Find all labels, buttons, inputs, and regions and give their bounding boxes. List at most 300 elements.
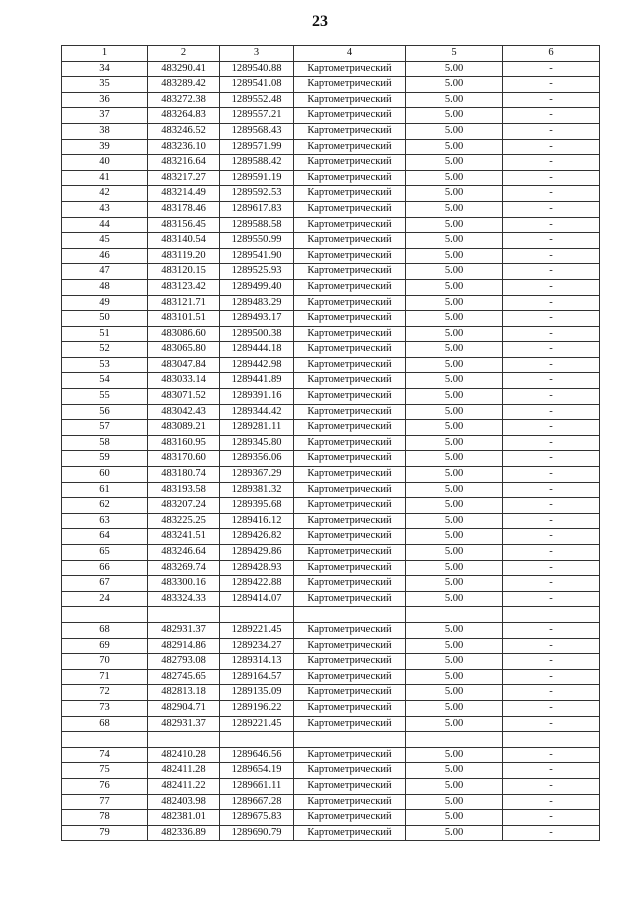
table-cell: Картометрический [294,825,406,841]
table-cell: 483216.64 [148,155,220,171]
table-cell: 1289234.27 [220,638,294,654]
table-cell: 483290.41 [148,61,220,77]
table-cell: 34 [62,61,148,77]
table-row [62,373,600,389]
table-cell: 5.00 [406,482,503,498]
table-cell: 5.00 [406,529,503,545]
table-cell: Картометрический [294,700,406,716]
table-cell: - [503,92,600,108]
table-cell: 38 [62,123,148,139]
table-cell: 5.00 [406,357,503,373]
table-cell: 1289588.58 [220,217,294,233]
table-cell: - [503,794,600,810]
table-cell: 483180.74 [148,467,220,483]
table-cell: 483121.71 [148,295,220,311]
table-cell: 5.00 [406,217,503,233]
table-cell: - [503,545,600,561]
table-cell: 5.00 [406,560,503,576]
table-cell: 5.00 [406,716,503,732]
table-cell: Картометрический [294,170,406,186]
table-cell: 59 [62,451,148,467]
table-row [62,638,600,654]
table-cell: - [503,763,600,779]
table-cell: 5.00 [406,685,503,701]
table-cell: Картометрический [294,654,406,670]
table-header [62,46,600,62]
table-row [62,451,600,467]
table-cell: - [503,435,600,451]
table-cell: 73 [62,700,148,716]
table-cell: 5.00 [406,123,503,139]
table-cell: 483269.74 [148,560,220,576]
table-cell: 62 [62,498,148,514]
table-cell: - [503,716,600,732]
table-cell: 483042.43 [148,404,220,420]
table-cell: 483246.52 [148,123,220,139]
table-cell: - [503,498,600,514]
table-cell: 36 [62,92,148,108]
table-cell: 482411.22 [148,778,220,794]
table-cell: 72 [62,685,148,701]
table-cell: Картометрический [294,279,406,295]
table-cell: Картометрический [294,389,406,405]
table-row [62,108,600,124]
table-cell: 77 [62,794,148,810]
table-cell: 63 [62,513,148,529]
table-row-blank [62,607,600,623]
table-cell: 56 [62,404,148,420]
table-cell: - [503,311,600,327]
table-cell: 482931.37 [148,622,220,638]
table-row [62,669,600,685]
table-cell: 24 [62,591,148,607]
table-cell: 1289654.19 [220,763,294,779]
table-cell: 1289221.45 [220,716,294,732]
table-cell: 482336.89 [148,825,220,841]
table-cell: Картометрический [294,529,406,545]
table-cell: 51 [62,326,148,342]
table-cell: 5.00 [406,747,503,763]
table-row [62,326,600,342]
table-cell: 66 [62,560,148,576]
table-cell: 5.00 [406,155,503,171]
table-cell [148,607,220,623]
table-row [62,498,600,514]
table-cell: 1289500.38 [220,326,294,342]
table-cell: 43 [62,201,148,217]
table-cell: Картометрический [294,420,406,436]
table-cell: 483156.45 [148,217,220,233]
table-cell: 483193.58 [148,482,220,498]
table-cell: 1289426.82 [220,529,294,545]
table-cell: 482403.98 [148,794,220,810]
table-row [62,92,600,108]
table-cell: 5.00 [406,279,503,295]
table-cell: Картометрический [294,77,406,93]
table-cell: Картометрический [294,186,406,202]
table-row [62,747,600,763]
table-cell: 483065.80 [148,342,220,358]
table-cell: 482410.28 [148,747,220,763]
table-cell: 1289314.13 [220,654,294,670]
table-cell: 76 [62,778,148,794]
table-cell: 52 [62,342,148,358]
table-cell: 5.00 [406,186,503,202]
table-cell: - [503,373,600,389]
table-row [62,420,600,436]
table-cell: - [503,560,600,576]
table-cell: - [503,233,600,249]
table-cell: - [503,61,600,77]
table-cell [503,607,600,623]
table-cell: 41 [62,170,148,186]
table-row [62,342,600,358]
table-cell: Картометрический [294,576,406,592]
table-row [62,295,600,311]
table-cell: 483264.83 [148,108,220,124]
table-cell: Картометрический [294,123,406,139]
table-cell: 5.00 [406,638,503,654]
table-cell: 1289499.40 [220,279,294,295]
table-row [62,560,600,576]
table-cell: 483160.95 [148,435,220,451]
table-cell: - [503,279,600,295]
table-cell: 5.00 [406,420,503,436]
table-cell: Картометрический [294,92,406,108]
table-cell: Картометрический [294,248,406,264]
table-cell: 483140.54 [148,233,220,249]
table-cell: 1289441.89 [220,373,294,389]
table-cell: Картометрический [294,778,406,794]
table-cell: - [503,201,600,217]
table-cell: 5.00 [406,591,503,607]
header-cell: 6 [503,46,600,62]
table-cell: - [503,123,600,139]
table-cell [294,732,406,748]
table-cell: - [503,482,600,498]
table-cell: 482914.86 [148,638,220,654]
table-cell: 57 [62,420,148,436]
table-row [62,139,600,155]
table-row [62,61,600,77]
table-cell: 483170.60 [148,451,220,467]
table-cell: - [503,810,600,826]
table-cell: 49 [62,295,148,311]
table-cell: 5.00 [406,810,503,826]
table-cell: 69 [62,638,148,654]
table-row [62,217,600,233]
table-row [62,389,600,405]
table-cell: 1289592.53 [220,186,294,202]
table-cell [503,732,600,748]
table-cell [220,732,294,748]
table-cell: Картометрический [294,622,406,638]
table-cell: 5.00 [406,498,503,514]
table-cell: 483033.14 [148,373,220,389]
table-row [62,311,600,327]
table-cell: - [503,248,600,264]
table-cell: 1289391.16 [220,389,294,405]
table-cell: 44 [62,217,148,233]
table-cell: 79 [62,825,148,841]
table-cell: - [503,420,600,436]
table-cell: 50 [62,311,148,327]
table-cell: 1289588.42 [220,155,294,171]
table-cell: 483324.33 [148,591,220,607]
table-cell: 5.00 [406,576,503,592]
table-row [62,279,600,295]
table-cell: 1289444.18 [220,342,294,358]
table-cell: 53 [62,357,148,373]
table-cell: 5.00 [406,295,503,311]
table-cell: Картометрический [294,685,406,701]
table-cell: 5.00 [406,61,503,77]
table-cell [148,732,220,748]
table-cell: 5.00 [406,794,503,810]
table-cell: 5.00 [406,467,503,483]
table-cell: Картометрический [294,513,406,529]
table-row [62,467,600,483]
table-cell: - [503,357,600,373]
table-cell: Картометрический [294,264,406,280]
table-cell: 5.00 [406,389,503,405]
table-cell: 67 [62,576,148,592]
table-cell: 1289525.93 [220,264,294,280]
table-cell: 5.00 [406,77,503,93]
table-row [62,825,600,841]
table-cell: - [503,108,600,124]
table-cell: 40 [62,155,148,171]
table-row [62,170,600,186]
table-cell: 5.00 [406,342,503,358]
table-cell: Картометрический [294,326,406,342]
table-cell: 1289164.57 [220,669,294,685]
table-cell: Картометрический [294,747,406,763]
table-cell: 5.00 [406,404,503,420]
table-cell: 5.00 [406,139,503,155]
table-cell: - [503,217,600,233]
table-cell: Картометрический [294,560,406,576]
table-cell: 5.00 [406,763,503,779]
table-row [62,482,600,498]
table-row [62,233,600,249]
table-cell: 1289540.88 [220,61,294,77]
table-body [62,61,600,841]
table-cell: 1289690.79 [220,825,294,841]
table-cell [406,607,503,623]
table-cell: - [503,264,600,280]
table-cell: 1289422.88 [220,576,294,592]
table-cell: - [503,747,600,763]
table-cell: - [503,529,600,545]
table-cell: Картометрический [294,451,406,467]
table-row [62,264,600,280]
table-cell: - [503,685,600,701]
table-cell: 5.00 [406,311,503,327]
table-row [62,810,600,826]
table-cell: 75 [62,763,148,779]
table-cell: 70 [62,654,148,670]
table-cell: 1289381.32 [220,482,294,498]
table-cell: 55 [62,389,148,405]
table-cell: 1289416.12 [220,513,294,529]
table-cell: - [503,342,600,358]
table-cell: - [503,404,600,420]
table-cell: 1289196.22 [220,700,294,716]
table-row [62,357,600,373]
table-cell: - [503,591,600,607]
table-row-blank [62,732,600,748]
table-cell: 1289667.28 [220,794,294,810]
table-cell: 1289428.93 [220,560,294,576]
table-cell: - [503,654,600,670]
table-cell: Картометрический [294,810,406,826]
table-cell: 1289429.86 [220,545,294,561]
table-cell: 483071.52 [148,389,220,405]
table-cell: 78 [62,810,148,826]
table-cell: 5.00 [406,435,503,451]
table-row [62,248,600,264]
table-cell: 54 [62,373,148,389]
table-cell: - [503,513,600,529]
table-cell: 1289356.06 [220,451,294,467]
header-cell: 3 [220,46,294,62]
table-cell: 5.00 [406,233,503,249]
table-cell: 37 [62,108,148,124]
table-row [62,201,600,217]
table-row [62,794,600,810]
table-cell: 1289617.83 [220,201,294,217]
table-cell: Картометрический [294,233,406,249]
table-row [62,576,600,592]
table-cell: 61 [62,482,148,498]
table-cell [62,607,148,623]
header-cell: 1 [62,46,148,62]
table-cell: - [503,155,600,171]
table-cell: Картометрический [294,139,406,155]
table-cell: 482745.65 [148,669,220,685]
table-cell: 58 [62,435,148,451]
table-row [62,622,600,638]
table-cell: - [503,326,600,342]
table-cell: 5.00 [406,825,503,841]
header-cell: 4 [294,46,406,62]
table-cell: - [503,825,600,841]
table-cell: 483217.27 [148,170,220,186]
table-cell: 1289541.90 [220,248,294,264]
table-cell: 1289442.98 [220,357,294,373]
table-cell: Картометрический [294,435,406,451]
table-cell: - [503,467,600,483]
table-cell: 483089.21 [148,420,220,436]
table-cell: Картометрический [294,545,406,561]
table-row [62,700,600,716]
table-cell [406,732,503,748]
table-cell: 1289344.42 [220,404,294,420]
table-cell: 482931.37 [148,716,220,732]
table-cell: 5.00 [406,654,503,670]
table-cell: 5.00 [406,451,503,467]
table-row [62,155,600,171]
table-cell: 5.00 [406,326,503,342]
table-cell: - [503,622,600,638]
table-cell: 5.00 [406,513,503,529]
table-cell: Картометрический [294,498,406,514]
table-cell: - [503,139,600,155]
table-cell: 5.00 [406,669,503,685]
table-cell: 483086.60 [148,326,220,342]
table-cell: 482381.01 [148,810,220,826]
coordinates-table [61,45,600,841]
table-cell: - [503,389,600,405]
table-cell: 1289493.17 [220,311,294,327]
table-cell: 483272.38 [148,92,220,108]
table-cell: - [503,186,600,202]
table-cell: 483207.24 [148,498,220,514]
table-cell: 482813.18 [148,685,220,701]
table-row [62,654,600,670]
table-cell: - [503,778,600,794]
table-row [62,685,600,701]
table-cell: 5.00 [406,201,503,217]
table-row [62,513,600,529]
table-cell: 482411.28 [148,763,220,779]
table-cell: 5.00 [406,622,503,638]
table-cell: 1289550.99 [220,233,294,249]
table-cell: 483178.46 [148,201,220,217]
table-cell: Картометрический [294,217,406,233]
table-cell: 482793.08 [148,654,220,670]
table-cell: Картометрический [294,357,406,373]
table-row [62,778,600,794]
table-cell: Картометрический [294,669,406,685]
table-cell: 1289414.07 [220,591,294,607]
table-cell: 47 [62,264,148,280]
table-cell: 68 [62,716,148,732]
table-cell: - [503,669,600,685]
table-cell: 1289675.83 [220,810,294,826]
table-cell [62,732,148,748]
table-cell: 1289568.43 [220,123,294,139]
table-cell: 1289367.29 [220,467,294,483]
table-cell: Картометрический [294,201,406,217]
table-cell: Картометрический [294,295,406,311]
table-cell: 1289541.08 [220,77,294,93]
table-cell: 5.00 [406,264,503,280]
table-cell: Картометрический [294,373,406,389]
table-cell: 48 [62,279,148,295]
table-row [62,545,600,561]
table-cell: 1289281.11 [220,420,294,436]
page-number: 23 [312,13,328,30]
table-cell: 45 [62,233,148,249]
table-cell [220,607,294,623]
table-cell: 483101.51 [148,311,220,327]
table-cell: 35 [62,77,148,93]
table-cell: 60 [62,467,148,483]
table-row [62,404,600,420]
table-cell: 65 [62,545,148,561]
table-cell: Картометрический [294,342,406,358]
table-cell: Картометрический [294,763,406,779]
table-cell: Картометрический [294,404,406,420]
table-cell: 483241.51 [148,529,220,545]
table-cell: 5.00 [406,545,503,561]
table-cell: 42 [62,186,148,202]
table-cell: - [503,295,600,311]
table-cell: 5.00 [406,170,503,186]
table-row [62,77,600,93]
